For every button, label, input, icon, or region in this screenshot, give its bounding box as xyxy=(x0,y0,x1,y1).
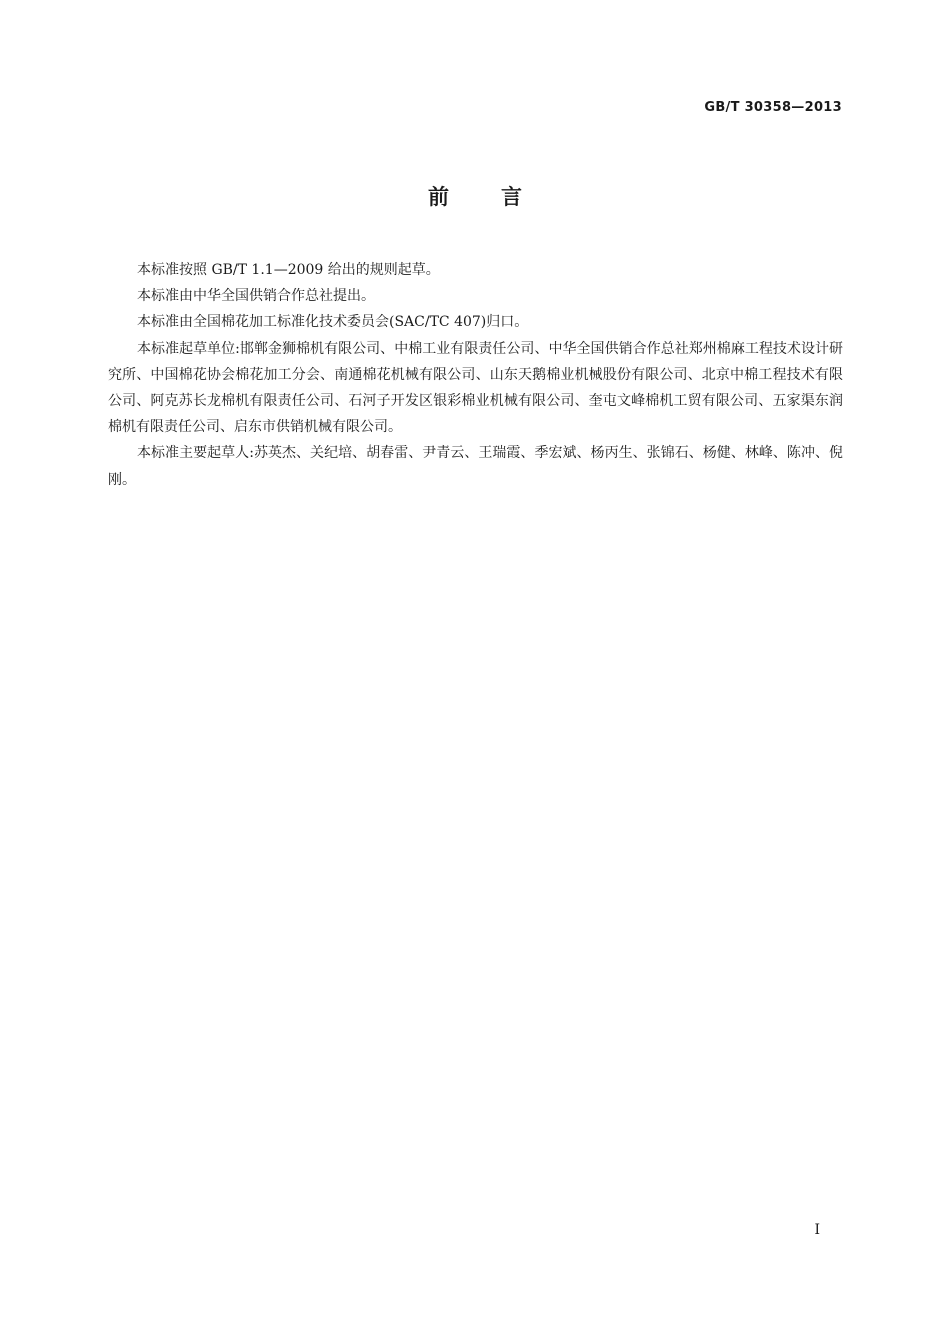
paragraph-technical-committee: 本标准由全国棉花加工标准化技术委员会(SAC/TC 407)归口。 xyxy=(137,314,529,331)
foreword-body xyxy=(108,257,843,493)
page-number: I xyxy=(814,1222,820,1238)
page-title: 前言 xyxy=(428,185,574,209)
paragraph-drafters: 本标准主要起草人:苏英杰、关纪培、胡春雷、尹青云、王瑞霞、季宏斌、杨丙生、张锦石、杨健、林峰、陈冲、倪刚。 xyxy=(108,445,843,488)
paragraph-proposer: 本标准由中华全国供销合作总社提出。 xyxy=(137,288,375,305)
standard-number: GB/T 30358—2013 xyxy=(704,100,842,115)
paragraph-drafting-rules: 本标准按照 GB/T 1.1—2009 给出的规则起草。 xyxy=(137,262,440,278)
paragraph-drafting-units: 本标准起草单位:邯郸金狮棉机有限公司、中棉工业有限责任公司、中华全国供销合作总社郑州棉麻工程技术设计研究所、中国棉花协会棉花加工分会、南通棉花机械有限公司、山东天鹅棉业机械股份有限公司、北京中棉工程技术有限公司、阿克苏长龙棉机有限责任公司、石河子开发区银彩棉业机械有限公司、奎屯文峰棉机工贸有限公司、五家渠东润棉机有限责任公司、启东市供销机械有限公司。 xyxy=(108,340,843,436)
